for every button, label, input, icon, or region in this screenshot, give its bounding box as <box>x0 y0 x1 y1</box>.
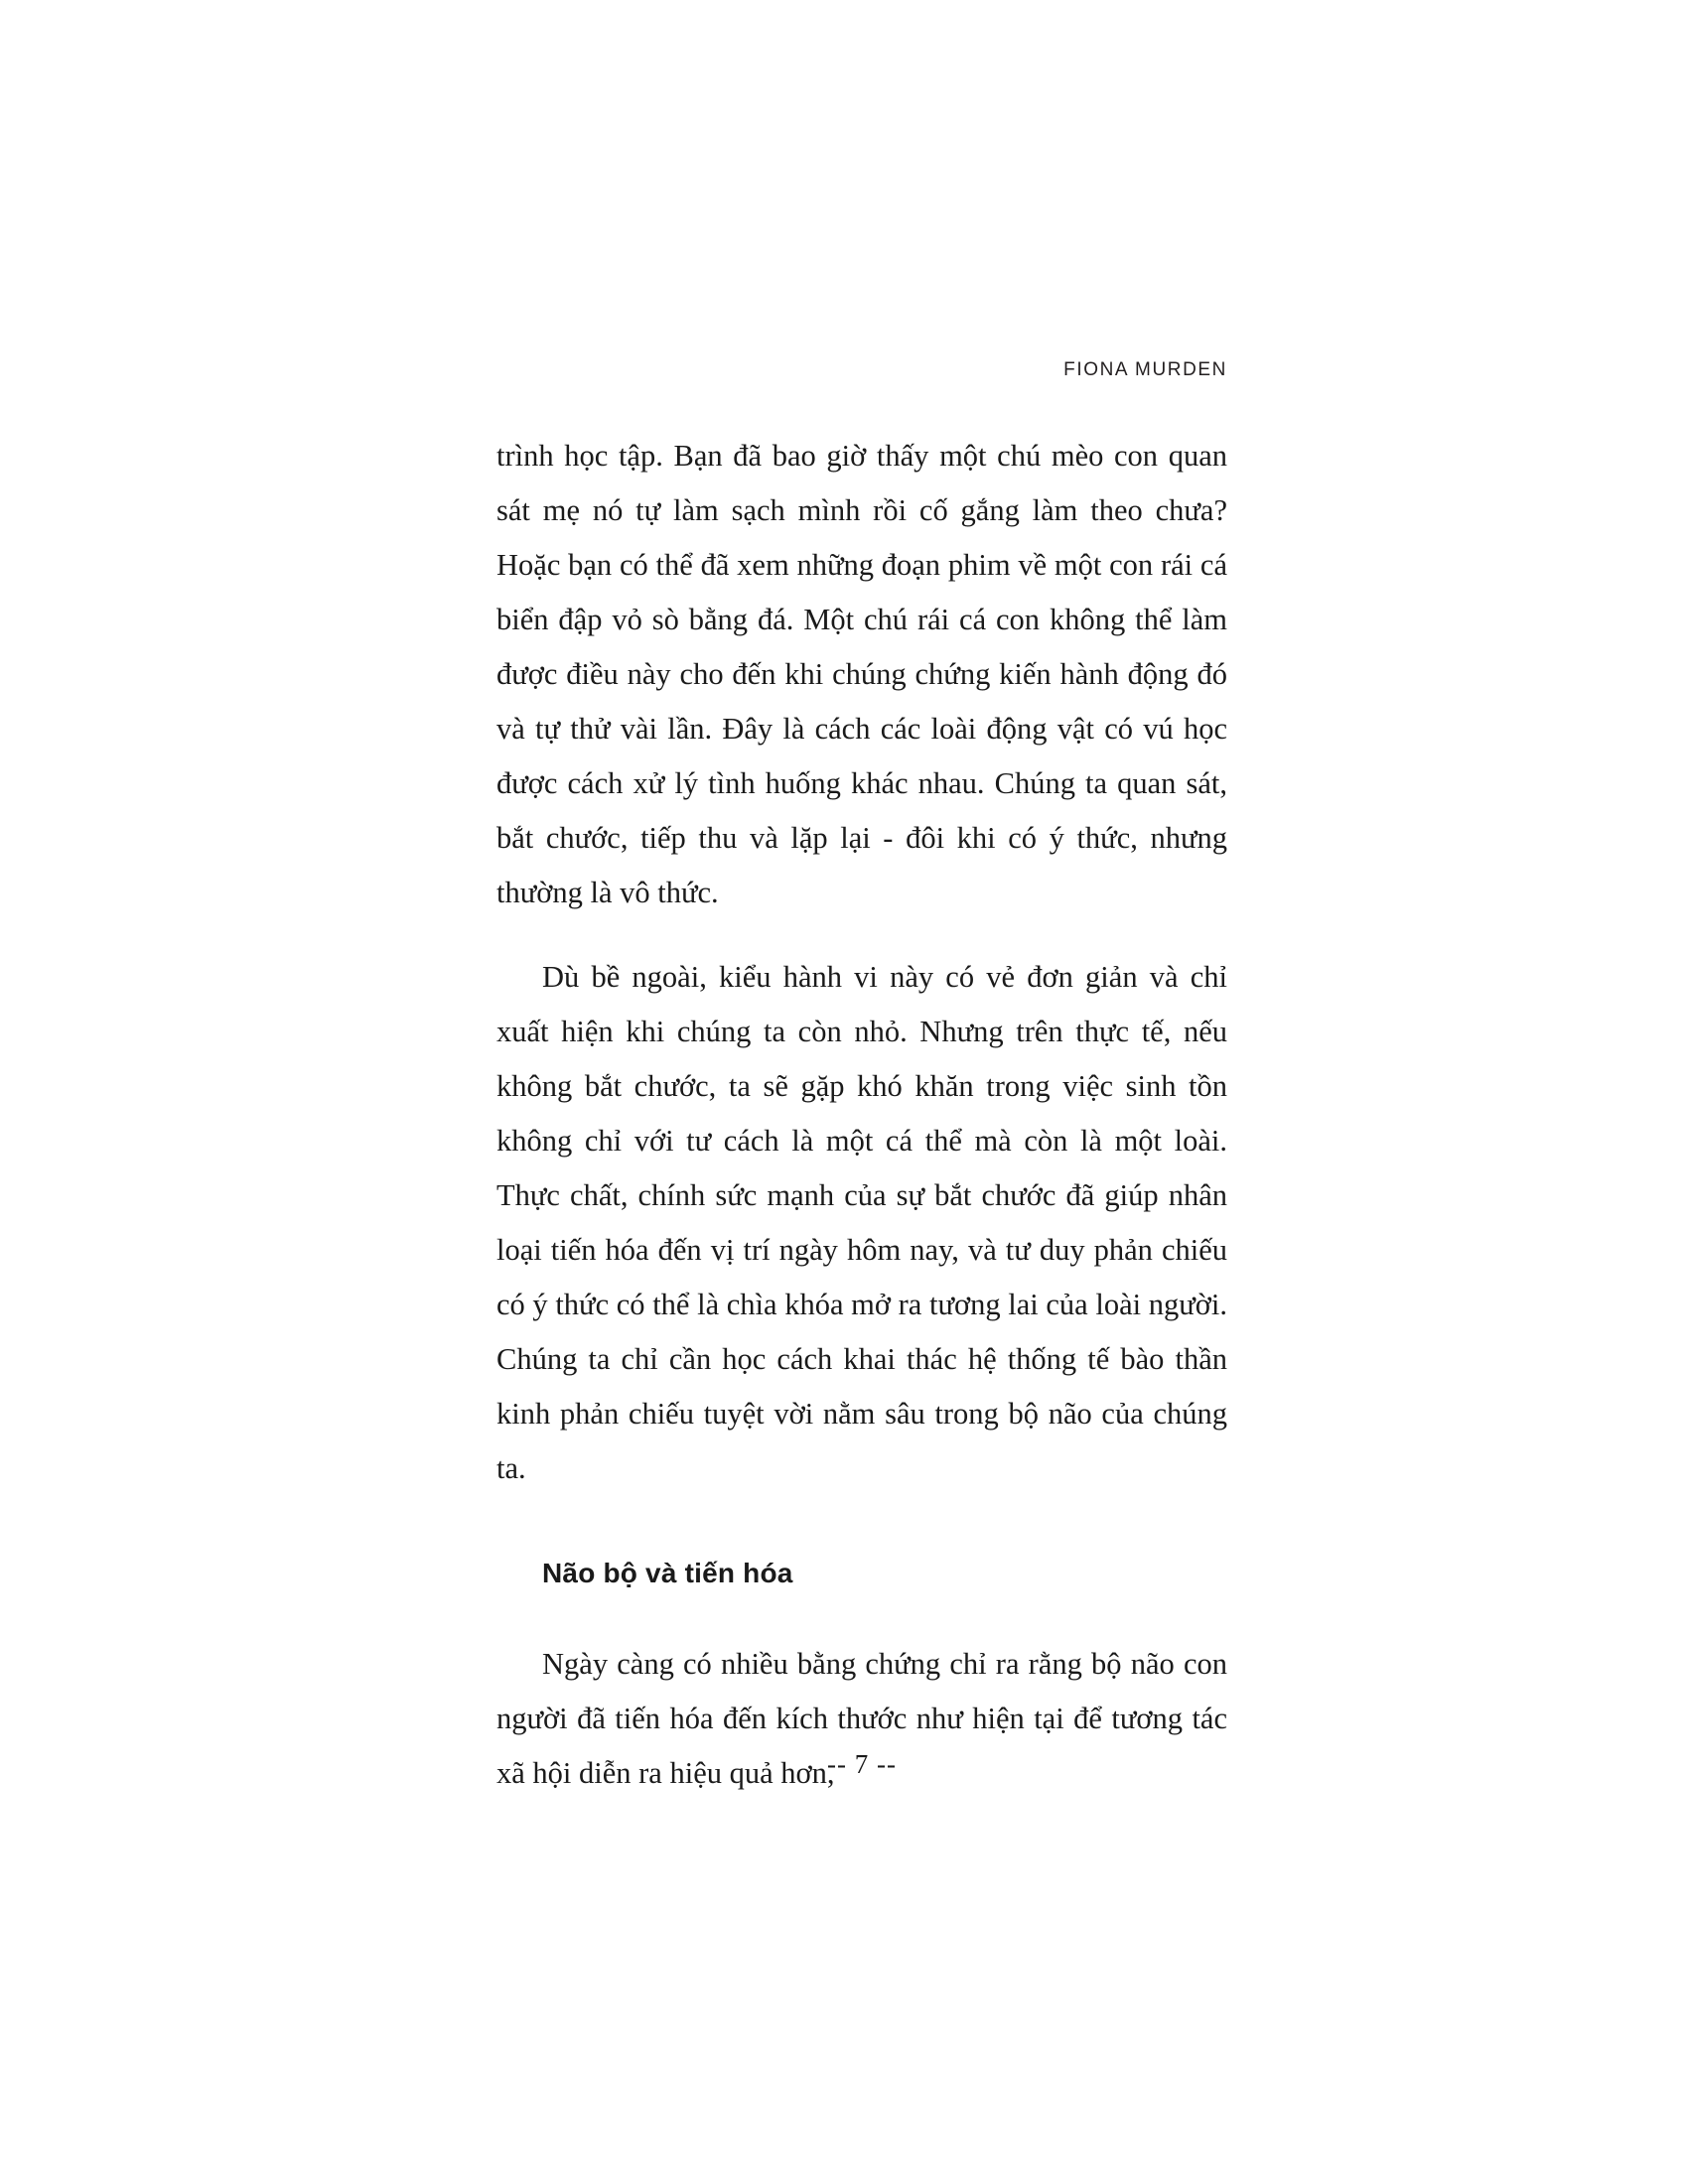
section-heading-wrap <box>496 1558 1227 1589</box>
paragraph-2: Dù bề ngoài, kiểu hành vi này có vẻ đơn giản và chỉ xuất hiện khi chúng ta còn nhỏ. Nhưng trên thực tế, nếu không bắt chước, ta sẽ gặp khó khăn trong việc sinh tồn không chỉ với tư cách là một cá thể mà còn là một loài. Thực chất, chính sức mạnh của sự bắt chước đã giúp nhân loại tiến hóa đến vị trí ngày hôm nay, và tư duy phản chiếu có ý thức có thể là chìa khóa mở ra tương lai của loài người. Chúng ta chỉ cần học cách khai thác hệ thống tế bào thần kinh phản chiếu tuyệt vời nằm sâu trong bộ não của chúng ta. <box>496 960 1227 1485</box>
running-header: FIONA MURDEN <box>1063 359 1227 380</box>
page-number: -- 7 -- <box>827 1749 897 1779</box>
paragraph-3: Ngày càng có nhiều bằng chứng chỉ ra rằng bộ não con người đã tiến hóa đến kích thước như hiện tại để tương tác xã hội diễn ra hiệu quả hơn, <box>496 1647 1227 1790</box>
paragraph-continued: trình học tập. Bạn đã bao giờ thấy một chú mèo con quan sát mẹ nó tự làm sạch mình rồi cố gắng làm theo chưa? Hoặc bạn có thể đã xem những đoạn phim về một con rái cá biển đập vỏ sò bằng đá. Một chú rái cá con không thể làm được điều này cho đến khi chúng chứng kiến hành động đó và tự thử vài lần. Đây là cách các loài động vật có vú học được cách xử lý tình huống khác nhau. Chúng ta quan sát, bắt chước, tiếp thu và lặp lại - đôi khi có ý thức, nhưng thường là vô thức. <box>496 439 1227 909</box>
page-body <box>496 429 1227 1801</box>
section-heading: Não bộ và tiến hóa <box>542 1558 793 1588</box>
